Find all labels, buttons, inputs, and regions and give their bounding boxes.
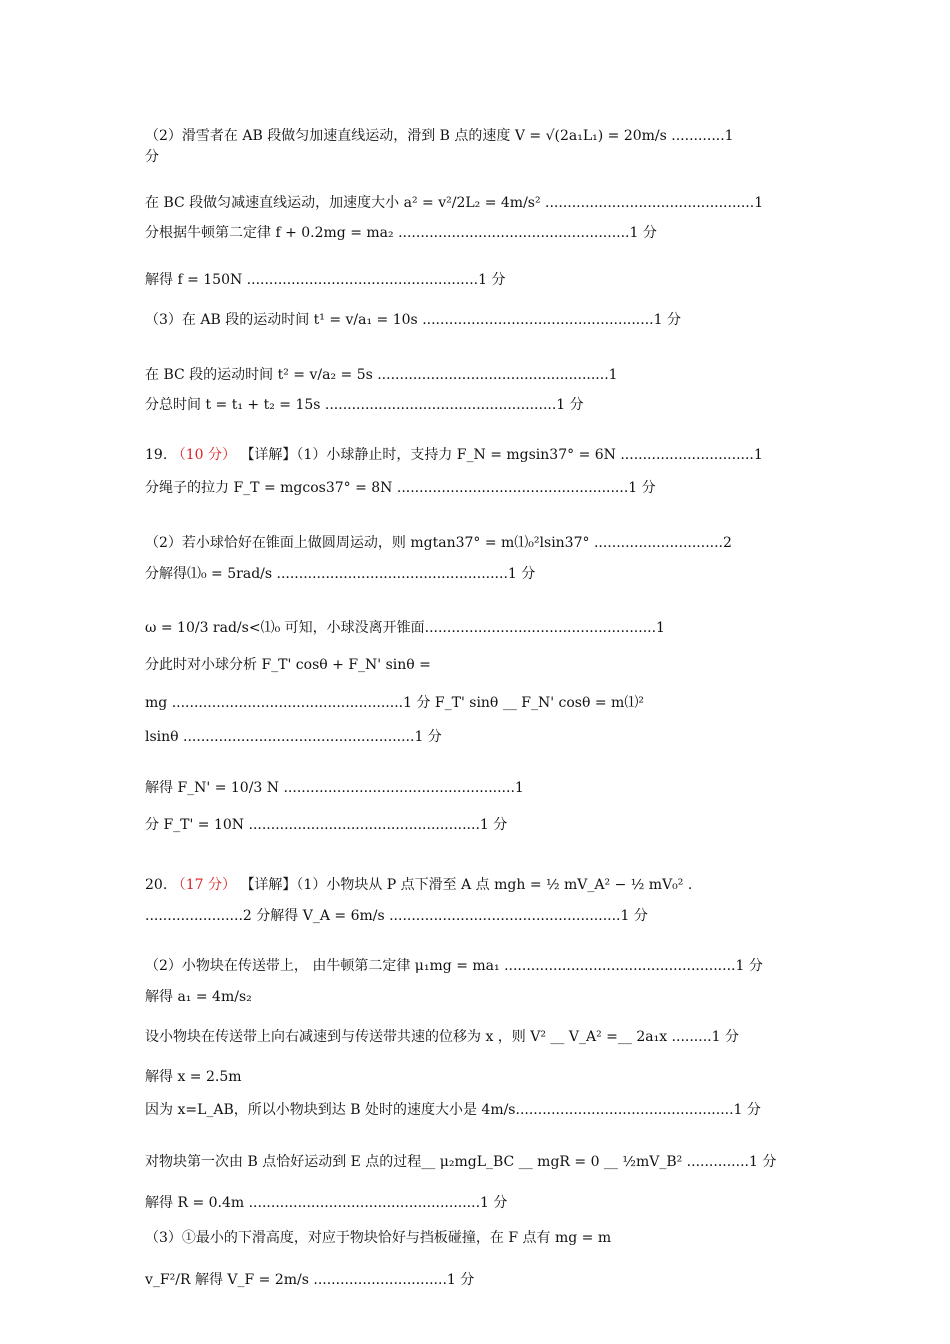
q20-header bbox=[145, 875, 815, 895]
q19-part1-support-force: 【详解】（1）小球静止时，支持力 F_N = mgsin37° = 6N ..............................1 bbox=[240, 447, 763, 463]
q20-b-speed: 因为 x=L_AB，所以小物块到达 B 处时的速度大小是 4m/s.................................................1 分 bbox=[145, 1102, 761, 1118]
q19-omega0-result: 分解得⑴₀ = 5rad/s ....................................................1 分 bbox=[145, 566, 536, 582]
q19-ft-result: 分 F_T' = 10N ....................................................1 分 bbox=[145, 817, 508, 833]
q18-part2-velocity: （2）滑雪者在 AB 段做匀加速直线运动，滑到 B 点的速度 V = √(2a₁L₁) = 20m/s ............1 bbox=[145, 128, 734, 144]
q20-part1-energy: 【详解】（1）小物块从 P 点下滑至 A 点 mgh = ½ mV_A² − ½ mV₀² . bbox=[240, 877, 693, 893]
q19-fn-result: 解得 F_N' = 10/3 N ....................................................1 bbox=[145, 780, 524, 796]
q19-vertical-horizontal-eq: mg ....................................................1 分 F_T' sinθ __ F_N' cosθ = m⑴² bbox=[145, 695, 644, 711]
q20-vf-result: v_F²/R 解得 V_F = 2m/s ..............................1 分 bbox=[145, 1272, 475, 1288]
q18-part3-ab-time: （3）在 AB 段的运动时间 t¹ = v/a₁ = 10s ....................................................1 分 bbox=[145, 312, 681, 328]
q19-lsin-score: lsinθ ....................................................1 分 bbox=[145, 729, 442, 745]
q20-x-result: 解得 x = 2.5m bbox=[145, 1069, 242, 1085]
q20-points: （17 分） bbox=[171, 877, 236, 893]
q20-number: 20. bbox=[145, 877, 168, 893]
q19-omega-compare: ω = 10/3 rad/s<⑴₀ 可知，小球没离开锥面....................................................1 bbox=[145, 620, 665, 636]
q18-bc-acceleration: 在 BC 段做匀减速直线运动，加速度大小 a² = v²/2L₂ = 4m/s² ...............................................1 bbox=[145, 195, 764, 211]
q20-va-result: ......................2 分解得 V_A = 6m/s ....................................................1 分 bbox=[145, 908, 648, 924]
q18-friction-result: 解得 f = 150N ....................................................1 分 bbox=[145, 272, 506, 288]
q20-b-to-e-energy: 对物块第一次由 B 点恰好运动到 E 点的过程__ μ₂mgL_BC __ mgR = 0 __ ½mV_B² ..............1 分 bbox=[145, 1154, 777, 1170]
q18-bc-time: 在 BC 段的运动时间 t² = v/a₂ = 5s ....................................................1 bbox=[145, 367, 618, 383]
q20-a1-result: 解得 a₁ = 4m/s₂ bbox=[145, 989, 252, 1005]
q20-part3-min-height: （3）①最小的下滑高度，对应于物块恰好与挡板碰撞，在 F 点有 mg = m bbox=[145, 1230, 612, 1246]
q19-part2-circular-motion: （2）若小球恰好在锥面上做圆周运动，则 mgtan37° = m⑴₀²lsin37° .............................2 bbox=[145, 535, 732, 551]
q18-total-time: 分总时间 t = t₁ + t₂ = 15s ....................................................1 分 bbox=[145, 397, 584, 413]
q19-points: （10 分） bbox=[171, 447, 236, 463]
q19-rope-tension: 分绳子的拉力 F_T = mgcos37° = 8N ....................................................1 分 bbox=[145, 480, 656, 496]
q19-header bbox=[145, 445, 815, 465]
q18-part2-score: 分 bbox=[145, 149, 159, 165]
q20-r-result: 解得 R = 0.4m ....................................................1 分 bbox=[145, 1195, 508, 1211]
q18-newton-law: 分根据牛顿第二定律 f + 0.2mg = ma₂ ....................................................1 分 bbox=[145, 225, 657, 241]
q20-belt-displacement: 设小物块在传送带上向右减速到与传送带共速的位移为 x ，则 V² __ V_A² =__ 2a₁x .........1 分 bbox=[145, 1029, 739, 1045]
q20-part2-newton: （2）小物块在传送带上， 由牛顿第二定律 μ₁mg = ma₁ ....................................................1 分 bbox=[145, 958, 763, 974]
q19-force-analysis: 分此时对小球分析 F_T' cosθ + F_N' sinθ = bbox=[145, 657, 431, 673]
q19-number: 19. bbox=[145, 447, 168, 463]
